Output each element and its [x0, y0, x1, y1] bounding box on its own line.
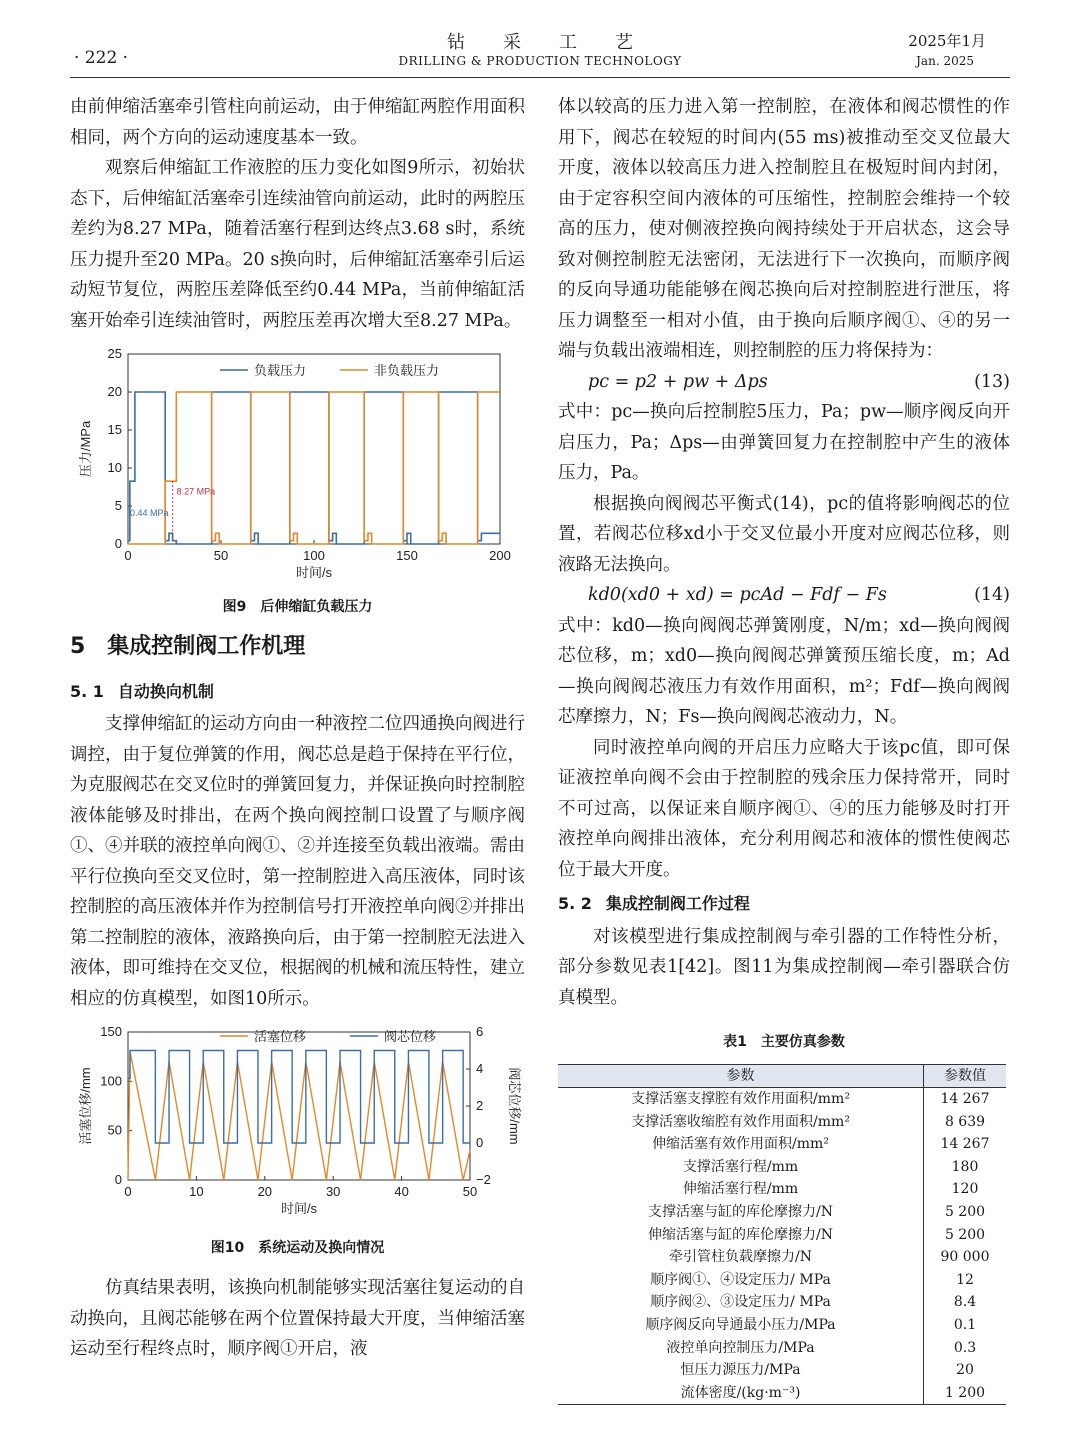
table-cell-value: 0.3 [953, 1339, 977, 1356]
issue-date-en: Jan. 2025 [916, 54, 974, 68]
table-header-value: 参数值 [924, 1064, 1006, 1088]
plot-frame [128, 1032, 470, 1180]
legend-label: 负载压力 [254, 363, 307, 378]
x-tick-label: 20 [257, 1184, 273, 1199]
y-axis-label: 压力/MPa [78, 420, 93, 478]
section-5-1-number: 5. 1 [70, 681, 104, 701]
legend-label: 阀芯位移 [384, 1029, 437, 1044]
table-cell-value: 20 [956, 1362, 974, 1379]
annotation-label: 8.27 MPa [176, 486, 216, 497]
table-cell-value: 12 [956, 1271, 974, 1288]
journal-title-en: DRILLING & PRODUCTION TECHNOLOGY [398, 54, 682, 68]
table-row [558, 1178, 1006, 1201]
table-row [558, 1156, 1006, 1179]
table-row [558, 1382, 1006, 1405]
table-cell-value: 14 267 [940, 1091, 990, 1108]
y-tick-label: 15 [107, 422, 122, 437]
table-cell-param: 顺序阀反向导通最小压力/MPa [558, 1314, 924, 1337]
y-axis-label: 活塞位移/mm [78, 1067, 93, 1145]
table-row [558, 1133, 1006, 1156]
parameters-table [558, 1064, 1006, 1406]
x-tick-label: 50 [462, 1184, 478, 1199]
y-right-tick-label: 4 [476, 1061, 484, 1076]
table-row [558, 1359, 1006, 1382]
left-column [70, 92, 525, 1365]
x-tick-label: 30 [325, 1184, 341, 1199]
y-tick-label: 100 [100, 1073, 122, 1089]
table-row [558, 1111, 1006, 1134]
table-cell-param: 伸缩活塞行程/mm [558, 1178, 924, 1201]
figure-9-chart [70, 344, 525, 590]
figure-10-svg [70, 1020, 525, 1220]
table-cell-param: 伸缩活塞有效作用面积/mm² [558, 1133, 924, 1156]
y-right-tick-label: 0 [476, 1135, 484, 1150]
figure-10-chart [70, 1020, 525, 1231]
paragraph: 观察后伸缩缸工作液腔的压力变化如图9所示，初始状态下，后伸缩缸活塞牵引连续油管向前运动，此时的两腔压差约为8.27 MPa，随着活塞行程到达终点3.68 s时，系统压力提升至20 MPa。20 s换向时，后伸缩缸活塞牵引后运动短节复位，两腔压差降低至约0.44 MPa，当前伸缩缸活塞开始牵引连续油管时，两腔压差再次增大至8.27 MPa。 [70, 158, 525, 331]
figure-10-caption: 图10 系统运动及换向情况 [210, 1239, 385, 1256]
paragraph: 支撑伸缩缸的运动方向由一种液控二位四通换向阀进行调控，由于复位弹簧的作用，阀芯总是趋于保持在平行位，为克服阀芯在交叉位时的弹簧回复力，并保证换向时控制腔液体能够及时排出，在两个换向阀控制口设置了与顺序阀①、④并联的液控单向阀①、②并连接至负载出液端。需由平行位换向至交叉位时，第一控制腔进入高压液体，同时该控制腔的高压液体并作为控制信号打开液控单向阀②并排出第二控制腔的液体，液路换向后，由于第一控制腔无法进入液体，即可维持在交叉位，根据阀的机械和流压特性，建立相应的仿真模型，如图10所示。 [70, 714, 525, 1009]
y-right-tick-label: −2 [476, 1172, 491, 1187]
table-cell-param: 顺序阀②、③设定压力/ MPa [558, 1291, 924, 1314]
y-right-tick-label: 2 [476, 1098, 484, 1113]
x-axis-label: 时间/s [280, 1201, 318, 1216]
y-tick-label: 50 [107, 1122, 122, 1138]
y-right-tick-label: 6 [476, 1024, 484, 1039]
x-tick-label: 150 [396, 548, 418, 563]
figure-9-caption: 图9 后伸缩缸负载压力 [222, 598, 373, 615]
paragraph: 对该模型进行集成控制阀与牵引器的工作特性分析，部分参数见表1[42]。图11为集成控制阀—牵引器联合仿真模型。 [558, 926, 1010, 1008]
table-cell-param: 液控单向控制压力/MPa [558, 1337, 924, 1360]
series-line-valve [128, 1051, 470, 1144]
y-tick-label: 25 [107, 346, 122, 361]
table-cell-param: 支撑活塞行程/mm [558, 1156, 924, 1179]
table-cell-value: 5 200 [944, 1226, 986, 1243]
table-header-row [558, 1064, 1006, 1088]
table-cell-value: 0.1 [953, 1317, 977, 1334]
y-tick-label: 5 [114, 498, 122, 513]
equation-13-body: pc = p2 + pw + Δps [588, 371, 768, 392]
legend-label: 非负载压力 [374, 363, 440, 378]
table-cell-value: 14 267 [940, 1136, 990, 1153]
equation-13 [558, 367, 1010, 398]
table-row [558, 1088, 1006, 1111]
table-header-param: 参数 [558, 1064, 924, 1088]
figure-9-svg [70, 344, 525, 579]
table-cell-param: 牵引管柱负载摩擦力/N [558, 1246, 924, 1269]
table-cell-param: 支撑活塞收缩腔有效作用面积/mm² [558, 1111, 924, 1134]
table-cell-value: 90 000 [940, 1249, 990, 1266]
paragraph: 仿真结果表明，该换向机制能够实现活塞往复运动的自动换向，且阀芯能够在两个位置保持最大开度，当伸缩活塞运动至行程终点时，顺序阀①开启，液 [70, 1278, 525, 1359]
table-row [558, 1291, 1006, 1314]
section-5-title: 5 集成控制阀工作机理 [70, 634, 306, 659]
table-cell-param: 流体密度/(kg·m⁻³) [558, 1382, 924, 1405]
x-tick-label: 10 [189, 1184, 204, 1199]
table-cell-param: 顺序阀①、④设定压力/ MPa [558, 1269, 924, 1292]
legend-label: 活塞位移 [254, 1029, 307, 1044]
equation-14-body: kd0(xd0 + xd) = pcAd − Fdf − Fs [588, 585, 887, 605]
x-tick-label: 40 [394, 1184, 409, 1199]
paragraph: 由前伸缩活塞牵引管柱向前运动，由于伸缩缸两腔作用面积相同，两个方向的运动速度基本一致。 [70, 97, 525, 148]
table-cell-value: 5 200 [944, 1204, 986, 1221]
journal-title-cn: 钻采工艺 [447, 32, 671, 53]
table-cell-value: 8 639 [944, 1113, 986, 1130]
annotation-label: 0.44 MPa [130, 507, 169, 518]
section-5-1-title [70, 677, 525, 708]
table-row [558, 1246, 1006, 1269]
x-tick-label: 0 [124, 1184, 132, 1199]
y-tick-label: 150 [100, 1024, 122, 1039]
table-1-title: 表1 主要仿真参数 [723, 1034, 845, 1050]
section-5-2-text: 集成控制阀工作过程 [605, 894, 750, 913]
section-5-2-title [558, 889, 1010, 920]
paragraph: 体以较高的压力进入第一控制腔，在液体和阀芯惯性的作用下，阀芯在较短的时间内(55 ms)被推动至交叉位最大开度，液体以较高压力进入控制腔且在极短时间内封闭，由于定容积空间内液体的可压缩性，控制腔会维持一个较高的压力，使对侧液控换向阀持续处于开启状态，这会导致对侧控制腔无法密闭，无法进行下一次换向，而顺序阀的反向导通功能能够在阀芯换向后对控制腔进行泄压，将压力调整至一相对小值，由于换向后顺序阀①、④的另一端与负载出液端相连，则控制腔的压力将保持为： [558, 97, 1010, 361]
x-tick-label: 100 [303, 548, 325, 563]
table-cell-value: 1 200 [924, 1382, 1006, 1405]
equation-14 [558, 580, 1010, 611]
y-tick-label: 20 [107, 384, 122, 399]
table-row [558, 1337, 1006, 1360]
page-header [70, 22, 1010, 78]
table-cell-param: 伸缩活塞与缸的库伦摩擦力/N [558, 1224, 924, 1247]
y-tick-label: 0 [114, 536, 122, 551]
table-row [558, 1201, 1006, 1224]
paragraph: 根据换向阀阀芯平衡式(14)，pc的值将影响阀芯的位置，若阀芯位移xd小于交叉位最小开度对应阀芯位移，则液路无法换向。 [558, 493, 1010, 575]
table-cell-value: 180 [951, 1158, 979, 1175]
table-row [558, 1224, 1006, 1247]
series-line-piston [128, 1052, 470, 1180]
issue-date-cn: 2025年1月 [908, 32, 986, 50]
series-line-nonload [128, 392, 500, 544]
x-tick-label: 200 [489, 548, 511, 563]
page-number: · 222 · [74, 48, 129, 68]
table-cell-param: 支撑活塞支撑腔有效作用面积/mm² [558, 1088, 924, 1111]
y-right-axis-label: 阀芯位移/mm [507, 1067, 522, 1145]
paragraph: 式中：kd0—换向阀阀芯弹簧刚度，N/m；xd—换向阀阀芯位移，m；xd0—换向阀阀芯弹簧预压缩长度，m；Ad—换向阀阀芯液压力有效作用面积，m²；Fdf—换向阀阀芯摩擦力，N；Fs—换向阀阀芯液动力，N。 [558, 615, 1010, 727]
section-5-1-text: 自动换向机制 [117, 681, 214, 701]
x-tick-label: 50 [213, 548, 229, 563]
section-5-2-number: 5. 2 [558, 894, 592, 913]
right-column [558, 92, 1010, 1405]
equation-13-number: (13) [974, 371, 1010, 392]
plot-frame [128, 354, 500, 544]
paragraph: 式中：pc—换向后控制腔5压力，Pa；pw—顺序阀反向开启压力，Pa；Δps—由弹簧回复力在控制腔中产生的液体压力，Pa。 [558, 402, 1010, 483]
x-tick-label: 0 [124, 548, 132, 563]
table-row [558, 1314, 1006, 1337]
x-axis-label: 时间/s [295, 565, 333, 579]
table-cell-param: 恒压力源压力/MPa [558, 1359, 924, 1382]
series-line-load [128, 392, 500, 544]
table-row [558, 1269, 1006, 1292]
equation-14-number: (14) [974, 585, 1010, 605]
y-tick-label: 10 [107, 460, 122, 475]
table-cell-param: 支撑活塞与缸的库伦摩擦力/N [558, 1201, 924, 1224]
table-cell-value: 120 [951, 1181, 979, 1198]
table-cell-value: 8.4 [953, 1294, 977, 1311]
paragraph: 同时液控单向阀的开启压力应略大于该pc值，即可保证液控单向阀不会由于控制腔的残余压力保持常开，同时不可过高，以保证来自顺序阀①、④的压力能够及时打开液控单向阀排出液体，充分利用阀芯和液体的惯性使阀芯位于最大开度。 [558, 737, 1010, 880]
y-tick-label: 0 [114, 1172, 122, 1187]
